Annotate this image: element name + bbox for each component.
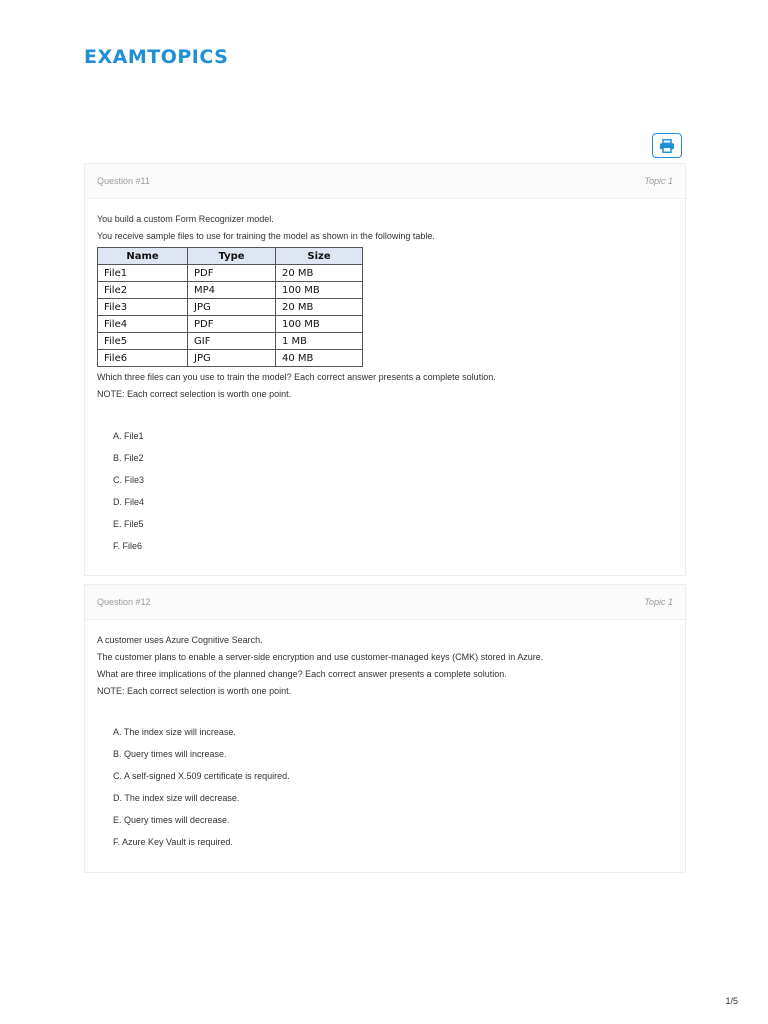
- answer-choices: [97, 425, 673, 557]
- table-cell: File4: [98, 316, 188, 333]
- printer-icon: [659, 139, 675, 153]
- print-button[interactable]: [652, 133, 682, 158]
- question-body: [85, 199, 685, 557]
- page-number: 1/5: [725, 996, 738, 1006]
- answer-choice[interactable]: C. File3: [113, 475, 145, 485]
- table-cell: PDF: [188, 316, 276, 333]
- table-cell: PDF: [188, 265, 276, 282]
- table-cell: File2: [98, 282, 188, 299]
- table-cell: 100 MB: [276, 316, 363, 333]
- question-card: [84, 584, 686, 873]
- table-cell: MP4: [188, 282, 276, 299]
- table-cell: File3: [98, 299, 188, 316]
- table-row: [98, 265, 363, 282]
- question-note: NOTE: Each correct selection is worth one point.: [97, 389, 292, 399]
- table-cell: File5: [98, 333, 188, 350]
- question-text: Which three files can you use to train the model? Each correct answer presents a complete solution.: [97, 372, 496, 382]
- table-cell: File1: [98, 265, 188, 282]
- question-text: What are three implications of the planned change? Each correct answer presents a complete solution.: [97, 669, 507, 679]
- files-table: [97, 247, 363, 367]
- examtopics-logo: EXAMTOPICS: [84, 46, 229, 68]
- question-note: NOTE: Each correct selection is worth one point.: [97, 686, 292, 696]
- answer-choice[interactable]: D. File4: [113, 497, 145, 507]
- question-text: You build a custom Form Recognizer model.: [97, 214, 274, 224]
- table-row: [98, 316, 363, 333]
- table-row: [98, 333, 363, 350]
- answer-choice[interactable]: E. File5: [113, 519, 144, 529]
- answer-choice[interactable]: C. A self-signed X.509 certificate is required.: [113, 771, 290, 781]
- table-cell: 100 MB: [276, 282, 363, 299]
- table-header: Type: [188, 248, 276, 265]
- answer-choice[interactable]: A. File1: [113, 431, 144, 441]
- answer-choice[interactable]: F. File6: [113, 541, 143, 551]
- question-number: Question #11: [97, 176, 150, 186]
- question-topic: Topic 1: [644, 176, 673, 186]
- table-cell: GIF: [188, 333, 276, 350]
- question-card: [84, 163, 686, 576]
- answer-choice[interactable]: A. The index size will increase.: [113, 727, 236, 737]
- question-text: You receive sample files to use for training the model as shown in the following table.: [97, 231, 435, 241]
- answer-choice[interactable]: B. File2: [113, 453, 144, 463]
- question-text: The customer plans to enable a server-side encryption and use customer-managed keys (CMK) stored in Azure.: [97, 652, 544, 662]
- answer-choice[interactable]: E. Query times will decrease.: [113, 815, 230, 825]
- table-cell: JPG: [188, 350, 276, 367]
- table-cell: 20 MB: [276, 299, 363, 316]
- question-body: [85, 620, 685, 853]
- table-header-row: [98, 248, 363, 265]
- table-header: Name: [98, 248, 188, 265]
- table-cell: File6: [98, 350, 188, 367]
- answer-choice[interactable]: F. Azure Key Vault is required.: [113, 837, 233, 847]
- table-row: [98, 299, 363, 316]
- table-header: Size: [276, 248, 363, 265]
- question-text: A customer uses Azure Cognitive Search.: [97, 635, 263, 645]
- table-cell: 1 MB: [276, 333, 363, 350]
- question-header: [85, 164, 685, 199]
- question-topic: Topic 1: [644, 597, 673, 607]
- answer-choice[interactable]: B. Query times will increase.: [113, 749, 227, 759]
- answer-choice[interactable]: D. The index size will decrease.: [113, 793, 240, 803]
- table-cell: 40 MB: [276, 350, 363, 367]
- table-cell: 20 MB: [276, 265, 363, 282]
- table-row: [98, 350, 363, 367]
- question-header: [85, 585, 685, 620]
- answer-choices: [97, 721, 673, 853]
- table-row: [98, 282, 363, 299]
- question-number: Question #12: [97, 597, 151, 607]
- table-cell: JPG: [188, 299, 276, 316]
